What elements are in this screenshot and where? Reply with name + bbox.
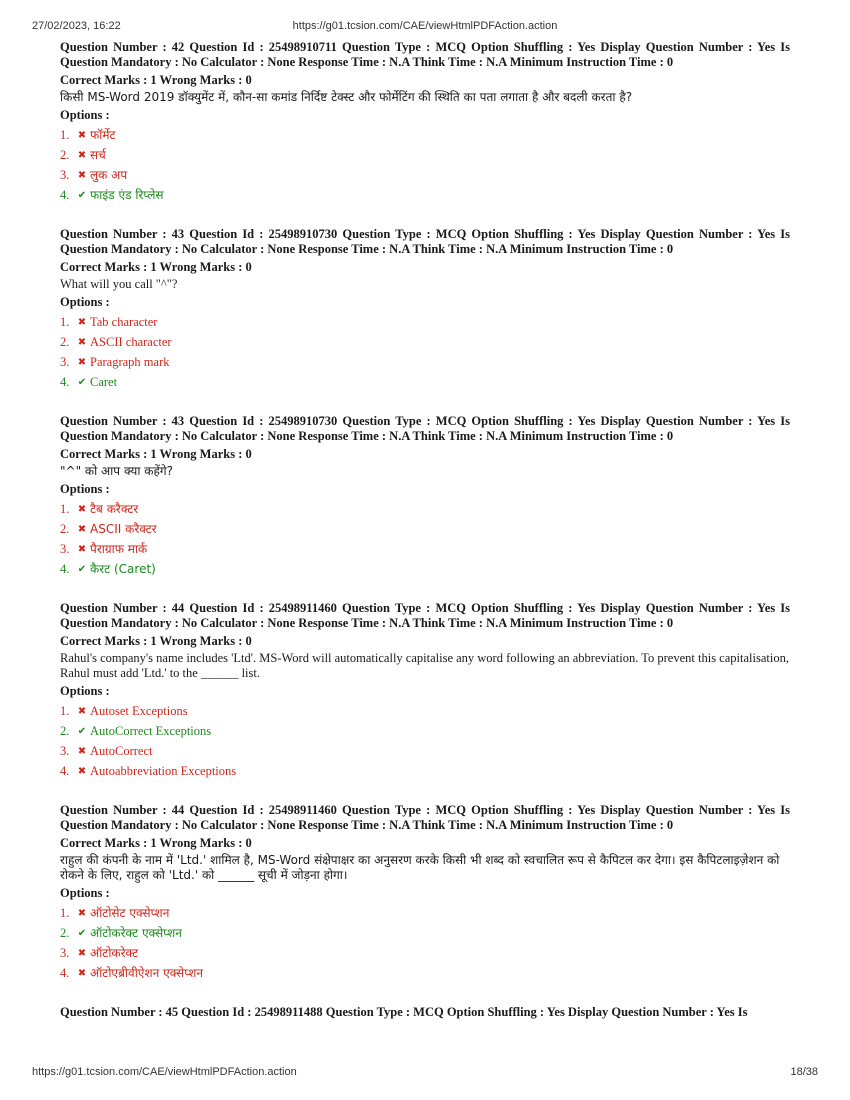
question-meta: Question Number : 45 Question Id : 25498911488 Question Type : MCQ Option Shuffling : Yes Display Question Number : Yes Is [60, 1005, 748, 1019]
option-item [60, 963, 790, 983]
option-text: Caret [90, 374, 118, 389]
option-item [60, 125, 790, 145]
page-number: 18/38 [790, 1066, 818, 1078]
option-text: ASCII करैक्टर [90, 521, 157, 536]
option-number: 4. [60, 374, 70, 389]
option-number: 3. [60, 354, 70, 369]
option-text: कैरट (Caret) [90, 561, 156, 576]
page-footer [32, 1066, 818, 1080]
option-number: 4. [60, 187, 70, 202]
cross-icon: ✖ [77, 967, 87, 979]
option-number: 2. [60, 521, 70, 536]
option-text: सर्च [90, 147, 106, 162]
cross-icon: ✖ [77, 765, 87, 777]
question-marks: Correct Marks : 1 Wrong Marks : 0 [60, 836, 252, 850]
option-number: 1. [60, 127, 70, 142]
question-meta: Question Number : 42 Question Id : 25498910711 Question Type : MCQ Option Shuffling : Yes Display Question Number : Yes Is Question Mandatory : No Calculator : None Response Time : N.A Think Time : N.A Minimum Instruction Time : 0 [60, 40, 790, 69]
option-number: 3. [60, 945, 70, 960]
option-text: टैब करैक्टर [90, 501, 139, 516]
option-item [60, 539, 790, 559]
option-text: Autoset Exceptions [90, 703, 188, 718]
footer-url: https://g01.tcsion.com/CAE/viewHtmlPDFAction.action [32, 1066, 297, 1078]
question-meta: Question Number : 44 Question Id : 25498911460 Question Type : MCQ Option Shuffling : Yes Display Question Number : Yes Is Question Mandatory : No Calculator : None Response Time : N.A Think Time : N.A Minimum Instruction Time : 0 [60, 601, 790, 630]
cross-icon: ✖ [77, 523, 87, 535]
cross-icon: ✖ [77, 543, 87, 555]
page-header [32, 20, 818, 34]
cross-icon: ✖ [77, 705, 87, 717]
question-marks: Correct Marks : 1 Wrong Marks : 0 [60, 447, 252, 461]
option-text: Paragraph mark [90, 354, 170, 369]
option-number: 2. [60, 723, 70, 738]
option-item [60, 701, 790, 721]
option-item [60, 943, 790, 963]
option-item [60, 721, 790, 741]
option-item [60, 165, 790, 185]
question-block [60, 227, 790, 392]
option-number: 3. [60, 167, 70, 182]
option-text: ऑटोएब्रीवीऐशन एक्सेप्शन [90, 965, 204, 980]
cross-icon: ✖ [77, 336, 87, 348]
question-block [60, 1005, 790, 1020]
option-text: पैराग्राफ मार्क [90, 541, 148, 556]
question-text: Rahul's company's name includes 'Ltd'. MS-Word will automatically capitalise any word following an abbreviation. To prevent this capitalisation, Rahul must add 'Ltd.' to the ______ list. [60, 651, 789, 680]
option-item [60, 499, 790, 519]
question-block [60, 601, 790, 781]
question-meta: Question Number : 44 Question Id : 25498911460 Question Type : MCQ Option Shuffling : Yes Display Question Number : Yes Is Question Mandatory : No Calculator : None Response Time : N.A Think Time : N.A Minimum Instruction Time : 0 [60, 803, 790, 832]
option-item [60, 519, 790, 539]
options-label: Options : [60, 684, 110, 698]
option-item [60, 761, 790, 781]
option-item [60, 145, 790, 165]
cross-icon: ✖ [77, 356, 87, 368]
question-block [60, 40, 790, 205]
question-text: "^" को आप क्या कहेंगे? [60, 464, 173, 478]
check-icon: ✔ [77, 189, 87, 201]
option-number: 4. [60, 965, 70, 980]
option-item [60, 312, 790, 332]
check-icon: ✔ [77, 725, 87, 737]
question-list [60, 40, 790, 1042]
option-number: 2. [60, 147, 70, 162]
option-number: 2. [60, 925, 70, 940]
cross-icon: ✖ [77, 745, 87, 757]
header-url: https://g01.tcsion.com/CAE/viewHtmlPDFAction.action [292, 20, 558, 32]
option-number: 1. [60, 905, 70, 920]
options-label: Options : [60, 295, 110, 309]
option-number: 4. [60, 561, 70, 576]
option-text: ASCII character [90, 334, 172, 349]
option-number: 3. [60, 541, 70, 556]
option-number: 3. [60, 743, 70, 758]
cross-icon: ✖ [77, 316, 87, 328]
option-item [60, 923, 790, 943]
option-number: 2. [60, 334, 70, 349]
option-item [60, 903, 790, 923]
question-marks: Correct Marks : 1 Wrong Marks : 0 [60, 634, 252, 648]
option-number: 1. [60, 501, 70, 516]
option-text: AutoCorrect Exceptions [90, 723, 212, 738]
option-text: फॉर्मेट [90, 127, 116, 142]
option-item [60, 559, 790, 579]
check-icon: ✔ [77, 563, 87, 575]
cross-icon: ✖ [77, 947, 87, 959]
question-marks: Correct Marks : 1 Wrong Marks : 0 [60, 73, 252, 87]
cross-icon: ✖ [77, 907, 87, 919]
option-number: 1. [60, 703, 70, 718]
question-block [60, 414, 790, 579]
option-text: Tab character [90, 314, 158, 329]
option-text: ऑटोकरेक्ट [90, 945, 139, 960]
cross-icon: ✖ [77, 169, 87, 181]
check-icon: ✔ [77, 376, 87, 388]
option-text: फाइंड एंड रिप्लेस [90, 187, 164, 202]
option-number: 4. [60, 763, 70, 778]
question-meta: Question Number : 43 Question Id : 25498910730 Question Type : MCQ Option Shuffling : Yes Display Question Number : Yes Is Question Mandatory : No Calculator : None Response Time : N.A Think Time : N.A Minimum Instruction Time : 0 [60, 227, 790, 256]
option-item [60, 332, 790, 352]
option-number: 1. [60, 314, 70, 329]
options-label: Options : [60, 482, 110, 496]
option-text: Autoabbreviation Exceptions [90, 763, 237, 778]
question-text: What will you call "^"? [60, 277, 178, 291]
question-marks: Correct Marks : 1 Wrong Marks : 0 [60, 260, 252, 274]
question-text: किसी MS-Word 2019 डॉक्युमेंट में, कौन-सा कमांड निर्दिष्ट टेक्स्ट और फोर्मेटिंग की स्थिति का पता लगाता है और बदली करता है? [60, 90, 633, 104]
options-label: Options : [60, 886, 110, 900]
question-text: राहुल की कंपनी के नाम में 'Ltd.' शामिल है, MS-Word संक्षेपाक्षर का अनुसरण करके किसी भी शब्द को स्वचालित रूप से कैपिटल कर देगा। इस कैपिटलाइज़ेशन को रोकने के लिए, राहुल को 'Ltd.' को ______ सूची में जोड़ना होगा। [60, 853, 780, 882]
check-icon: ✔ [77, 927, 87, 939]
option-item [60, 741, 790, 761]
option-item [60, 372, 790, 392]
cross-icon: ✖ [77, 149, 87, 161]
option-text: AutoCorrect [90, 743, 153, 758]
option-text: ऑटोसेट एक्सेप्शन [90, 905, 170, 920]
question-block [60, 803, 790, 983]
option-text: ऑटोकरेक्ट एक्सेप्शन [90, 925, 182, 940]
cross-icon: ✖ [77, 503, 87, 515]
options-label: Options : [60, 108, 110, 122]
print-datetime: 27/02/2023, 16:22 [32, 20, 121, 32]
option-item [60, 185, 790, 205]
question-meta: Question Number : 43 Question Id : 25498910730 Question Type : MCQ Option Shuffling : Yes Display Question Number : Yes Is Question Mandatory : No Calculator : None Response Time : N.A Think Time : N.A Minimum Instruction Time : 0 [60, 414, 790, 443]
option-item [60, 352, 790, 372]
option-text: लुक अप [90, 167, 128, 182]
cross-icon: ✖ [77, 129, 87, 141]
